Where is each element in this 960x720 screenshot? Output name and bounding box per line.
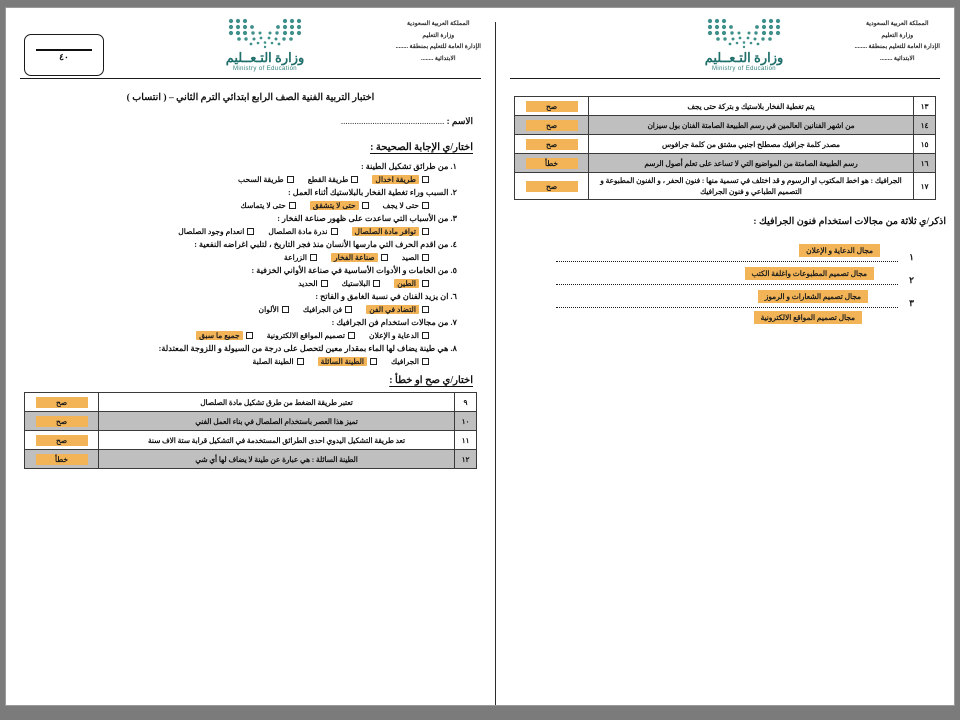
mcq-option[interactable] [318,357,377,366]
question-stem [24,264,475,277]
document-header-right [496,8,954,82]
mcq-question [24,186,475,210]
checkbox-icon[interactable] [321,280,328,287]
mcq-option[interactable] [352,227,429,236]
row-number: ٩ [455,393,477,412]
saudi-vision-palm-logo-icon [702,16,786,50]
option-label: الصيد [401,253,419,262]
option-row [24,253,475,262]
option-label: الدعاية و الإعلان [369,331,419,340]
answer-cell[interactable] [515,116,589,135]
option-label-highlighted: الطين [394,279,419,288]
option-row [24,357,475,366]
row-number: ١٢ [455,450,477,469]
mcq-question [24,290,475,314]
answer-cell[interactable] [515,154,589,173]
option-label: تصميم المواقع الالكترونية [266,331,346,340]
statement-text: تعتبر طريقة الضغط من طرق تشكيل مادة الصلصال [99,393,455,412]
mcq-option[interactable] [394,279,429,288]
answer-cell[interactable] [25,431,99,450]
mcq-option[interactable] [241,201,296,210]
grade-total: ٤٠ [59,51,69,62]
document-header-left [6,8,495,82]
option-label-highlighted: الطينة السائلة [318,357,367,366]
statement-text: الجرافيك : هو اخط المكتوب او الرسوم و قد اختلف في تسمية منها : فنون الحفر ، و الفنون المطبوعة و التصميم الطباعي و فنون الجرافيك [589,173,914,200]
answer-cell[interactable] [25,450,99,469]
question-text: ان يزيد الفنان في نسبة الغامق و الفاتح : [315,292,451,301]
question-text: السبب وراء تغطية الفخار بالبلاستيك أثناء العمل : [288,188,451,197]
option-label-highlighted: طريقة اخدال [372,175,419,184]
checkbox-icon[interactable] [422,228,429,235]
true-false-table-left [24,392,477,469]
question-text: من اقدم الحرف التي مارسها الأنسان منذ فجر التاريخ ، لتلبي اغراضه النفعية : [194,240,451,249]
option-row [24,175,475,184]
logo-wordmark: وزارة التـعــليم [704,50,784,65]
checkbox-icon[interactable] [331,228,338,235]
question-stem [24,238,475,251]
checkbox-icon[interactable] [422,202,429,209]
question-number: ١. [450,162,457,171]
mcq-option[interactable] [308,175,359,184]
checkbox-icon[interactable] [362,202,369,209]
answer-line-number: ٢ [909,275,914,285]
mcq-option[interactable] [402,253,429,262]
row-number: ١٦ [914,154,936,173]
answer-line [556,264,914,287]
mcq-option[interactable] [196,331,253,340]
question-stem [24,316,475,329]
header-text-block-right [855,18,940,64]
table-row [25,412,477,431]
mcq-question [24,160,475,184]
option-row [24,227,475,236]
table-row [25,393,477,412]
question-text: من طرائق تشكيل الطينة : [360,162,451,171]
header-directorate: الإدارة العامة للتعليم بمنطقة ........ [395,43,481,50]
header-country: المملكة العربية السعودية [406,20,470,27]
header-rule [20,78,481,79]
mcq-option[interactable] [298,279,327,288]
statement-text: من اشهر الفنانين العالمين في رسم الطبيعة الصامتة الفنان بول سيزان [589,116,914,135]
mcq-option[interactable] [303,305,352,314]
answer-dotted-line[interactable] [556,284,898,285]
header-rule-right [510,78,940,79]
mcq-option[interactable] [366,305,429,314]
table-row [515,97,936,116]
answer-cell[interactable] [25,412,99,431]
answer-highlight: صح [36,416,88,427]
mcq-option[interactable] [284,253,317,262]
header-text-block [396,18,481,64]
ministry-logo-block-right [684,16,804,73]
table-row [25,431,477,450]
header-school: الابتدائية ........ [420,54,456,62]
logo-subtitle: Ministry of Education [232,66,298,72]
question-stem [24,212,475,225]
answer-chip: مجال تصميم المواقع الالكترونية [754,311,862,324]
option-row [24,279,475,288]
mcq-question [24,238,475,262]
checkbox-icon[interactable] [422,254,429,261]
table-row [515,173,936,200]
header-ministry: وزارة التعليم [422,31,455,39]
answer-highlight: صح [526,139,578,150]
statement-text: يتم تغطية الفخار بلاستيك و بتركة حتى يجف [589,97,914,116]
option-label-highlighted: صناعة الفخار [331,253,378,262]
answer-cell[interactable] [515,173,589,200]
answer-line [556,287,914,310]
logo-subtitle: Ministry of Education [711,66,777,72]
mcq-question [24,212,475,236]
option-label-highlighted: جميع ما سبق [196,331,243,340]
question-number: ٢. [450,188,457,197]
mcq-question [24,316,475,340]
statement-text: تميز هذا العصر باستخدام الصلصال في بناء العمل الفني [99,412,455,431]
name-label: الاسم : [446,116,473,126]
option-label: انعدام وجود الصلصال [178,227,245,236]
mcq-option[interactable] [253,357,304,366]
option-row [24,201,475,210]
mcq-option[interactable] [268,227,337,236]
checkbox-icon[interactable] [370,358,377,365]
option-label: الحديد [298,279,318,288]
header-ministry-right: وزارة التعليم [881,31,914,39]
option-label: الزراعة [284,253,307,262]
question-text: هي طينة يضاف لها الماء بمقدار معين لتحصل على درجة من السيولة و اللزوجة المعتدلة: [158,344,451,353]
name-dotted-line[interactable]: .............................................. [340,116,445,126]
statement-text: الطينة السائلة : هي عبارة عن طينة لا يضاف لها أي شي [99,450,455,469]
question-text: من مجالات استخدام فن الجرافيك : [331,318,451,327]
checkbox-icon[interactable] [422,280,429,287]
true-false-table-right [514,96,936,200]
option-label-highlighted: توافر مادة الصلصال [352,227,419,236]
option-label: طريقة السحب [238,175,284,184]
option-label: حتى لا يتماسك [240,201,286,210]
checkbox-icon[interactable] [282,306,289,313]
answer-dotted-line[interactable] [556,261,898,262]
row-number: ١٤ [914,116,936,135]
question-stem [24,290,475,303]
answer-line-number: ١ [909,252,914,262]
mcq-option[interactable] [342,279,381,288]
table-row [515,116,936,135]
question-number: ٧. [450,318,457,327]
checkbox-icon[interactable] [246,332,253,339]
option-label: الألوان [258,305,279,314]
checkbox-icon[interactable] [373,280,380,287]
answer-line [556,241,914,264]
student-name-row [28,116,473,127]
answer-chip: مجال الدعاية و الإعلان [799,244,880,257]
option-label: طريقة القطع [307,175,349,184]
checkbox-icon[interactable] [351,176,358,183]
question-stem [24,160,475,173]
exam-page-left [6,8,495,705]
mcq-option[interactable] [259,305,289,314]
question-stem [24,186,475,199]
checkbox-icon[interactable] [247,228,254,235]
option-label: فن الجرافيك [302,305,343,314]
checkbox-icon[interactable] [287,176,294,183]
answer-cell[interactable] [515,97,589,116]
answer-highlight: صح [36,397,88,408]
option-row [24,305,475,314]
exam-title: اختبار التربية الفنية الصف الرابع ابتدائي الترم الثاني – ( انتساب ) [126,92,375,103]
checkbox-icon[interactable] [422,306,429,313]
header-directorate-right: الإدارة العامة للتعليم بمنطقة ........ [854,43,940,50]
ministry-logo-block [205,16,325,73]
table-row [515,154,936,173]
mcq-option[interactable] [178,227,254,236]
question-text: من الأسباب التي ساعدت على ظهور صناعة الفخار : [277,214,451,223]
header-country-right: المملكة العربية السعودية [865,20,929,27]
checkbox-icon[interactable] [348,332,355,339]
mcq-question [24,342,475,366]
option-label: ندرة مادة الصلصال [268,227,328,236]
row-number: ١٠ [455,412,477,431]
short-answer-heading: اذكر/ي ثلاثة من مجالات استخدام فنون الجرافيك : [753,216,946,227]
checkbox-icon[interactable] [297,358,304,365]
checkbox-icon[interactable] [422,332,429,339]
statement-text: مصدر كلمة جرافيك مصطلح اجنبي مشتق من كلمة جرافوس [589,135,914,154]
scanned-sheet [6,8,954,705]
exam-page-right [496,8,954,705]
checkbox-icon[interactable] [289,202,296,209]
mcq-option[interactable] [267,331,355,340]
answer-line-extra [556,310,914,333]
question-number: ٥. [450,266,457,275]
question-text: من الخامات و الأدوات الأساسية في صناعة الأواني الخزفية : [251,266,451,275]
table-row [515,135,936,154]
question-stem [24,342,475,355]
statement-text: تعد طريقة التشكيل اليدوي احدى الطرائق المستخدمة في التشكيل قرابة ستة الاف سنة [99,431,455,450]
answer-highlight: صح [526,101,578,112]
header-school-right: الابتدائية ........ [879,54,915,62]
row-number: ١١ [455,431,477,450]
row-number: ١٧ [914,173,936,200]
option-label: الجرافيك [391,357,419,366]
mcq-section-heading: اختار/ي الإجابة الصحيحة : [370,142,473,153]
top-gray-band [0,0,960,8]
answer-line-number: ٣ [909,298,914,308]
checkbox-icon[interactable] [422,176,429,183]
answer-chip: مجال تصميم الشعارات و الرموز [758,290,868,303]
row-number: ١٥ [914,135,936,154]
answer-highlight: صح [526,181,578,192]
mcq-option[interactable] [310,201,369,210]
answer-cell[interactable] [515,135,589,154]
question-number: ٣. [450,214,457,223]
question-number: ٤. [450,240,457,249]
mcq-question-list [24,160,475,366]
statement-text: رسم الطبيعة الصامتة من المواضيع التي لا تساعد على تعلم أصول الرسم [589,154,914,173]
mcq-option[interactable] [372,175,429,184]
answer-dotted-line[interactable] [556,307,898,308]
checkbox-icon[interactable] [422,358,429,365]
option-label-highlighted: التضاد في الفن [366,305,419,314]
answer-highlight: صح [36,435,88,446]
mcq-option[interactable] [383,201,429,210]
answer-highlight: صح [526,120,578,131]
answer-highlight: خطأ [526,158,578,169]
short-answer-list [556,241,914,333]
checkbox-icon[interactable] [310,254,317,261]
question-number: ٦. [450,292,457,301]
bottom-gray-band [0,706,960,720]
answer-chip: مجال تصميم المطبوعات واغلفة الكتب [745,267,874,280]
option-label: الطينة الصلبة [252,357,294,366]
logo-wordmark: وزارة التـعــليم [225,50,305,65]
tf-section-heading: اختار/ي صح او خطأ : [389,375,473,386]
answer-cell[interactable] [25,393,99,412]
checkbox-icon[interactable] [345,306,352,313]
mcq-option[interactable] [369,331,429,340]
question-number: ٨. [450,344,457,353]
option-label-highlighted: حتى لا يتشقق [310,201,359,210]
checkbox-icon[interactable] [381,254,388,261]
mcq-option[interactable] [391,357,429,366]
mcq-option[interactable] [331,253,388,262]
saudi-vision-palm-logo-icon [223,16,307,50]
mcq-question [24,264,475,288]
option-label: حتى لا يجف [382,201,419,210]
answer-highlight: خطأ [36,454,88,465]
option-label: البلاستيك [341,279,371,288]
row-number: ١٣ [914,97,936,116]
table-row [25,450,477,469]
option-row [24,331,475,340]
mcq-option[interactable] [238,175,294,184]
